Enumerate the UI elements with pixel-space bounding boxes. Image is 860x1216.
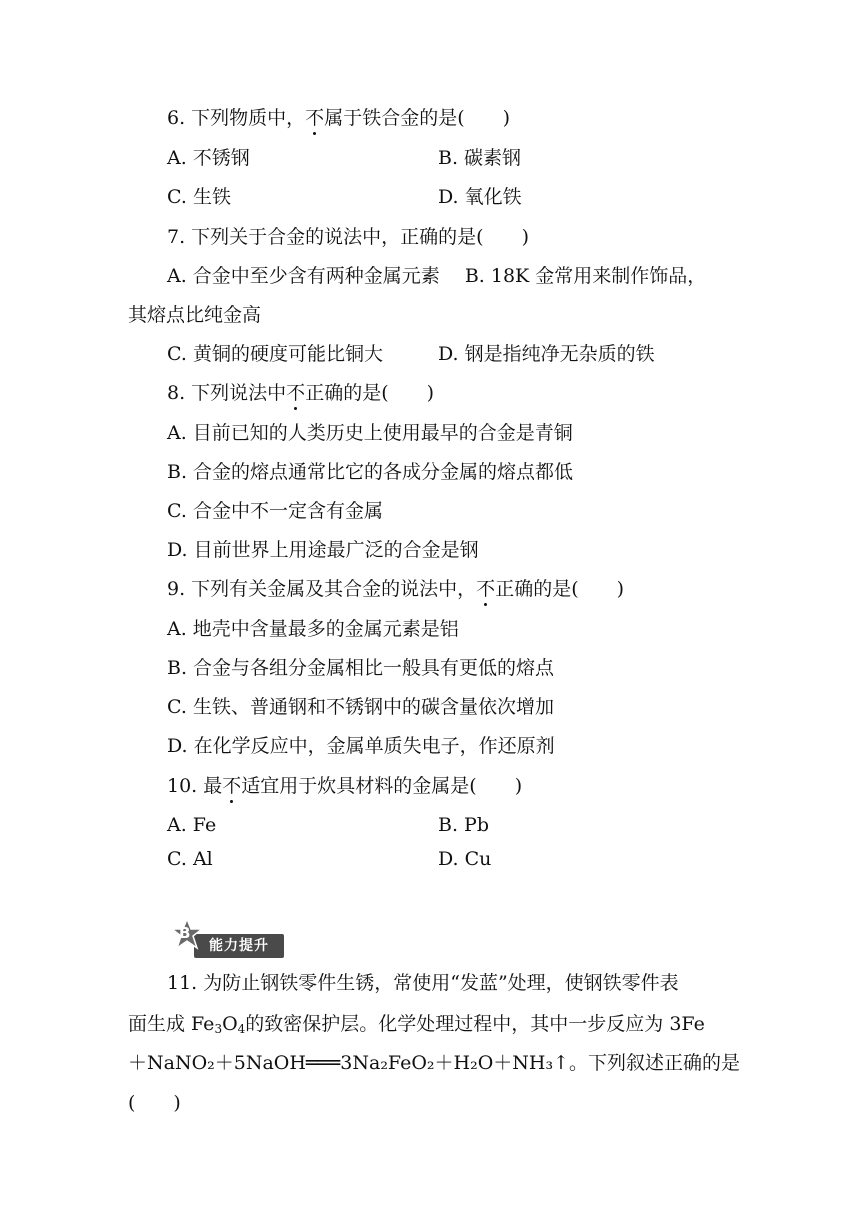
q10-option-b: B. Pb bbox=[438, 814, 489, 836]
q11-line-1: 11. 为防止钢铁零件生锈，常使用“发蓝”处理，使钢铁零件表 bbox=[167, 972, 679, 994]
emphasis-dot: 不 bbox=[286, 382, 306, 404]
q9-option-b: B. 合金与各组分金属相比一般具有更低的熔点 bbox=[167, 657, 555, 679]
q6-option-b: B. 碳素钢 bbox=[438, 147, 522, 169]
q7-option-b-cont: 其熔点比纯金高 bbox=[128, 304, 262, 326]
q7-options-ab: A. 合金中至少含有两种金属元素 B. 18K 金常用来制作饰品， bbox=[167, 265, 707, 287]
q11-line-2: 面生成 $Fe_3O_4$的致密保护层。化学处理过程中，其中一步反应为 3Fe bbox=[128, 1013, 705, 1036]
section-badge bbox=[170, 918, 290, 960]
q6-option-a: A. 不锈钢 bbox=[167, 147, 250, 169]
section-title: 能力提升 bbox=[194, 934, 284, 958]
section-letter: B bbox=[179, 924, 191, 942]
q8-stem: 8. 下列说法中不正确的是( ) bbox=[167, 382, 435, 404]
q7-stem: 7. 下列关于合金的说法中，正确的是( ) bbox=[167, 226, 529, 248]
q10-stem: 10. 最不适宜用于炊具材料的金属是( ) bbox=[167, 775, 523, 797]
q6-option-c: C. 生铁 bbox=[167, 186, 231, 208]
q7-option-c: C. 黄铜的硬度可能比铜大 bbox=[167, 343, 383, 365]
emphasis-dot: 不 bbox=[305, 107, 325, 129]
q11-line-3: ＋NaNO₂＋5NaOH═══3Na₂FeO₂＋H₂O＋NH₃↑。下列叙述正确的是 bbox=[128, 1052, 741, 1074]
q6-option-d: D. 氧化铁 bbox=[438, 186, 522, 208]
q11-line-4: ( ) bbox=[128, 1092, 181, 1114]
q9-option-a: A. 地壳中含量最多的金属元素是铝 bbox=[167, 618, 459, 640]
q9-option-c: C. 生铁、普通钢和不锈钢中的碳含量依次增加 bbox=[167, 696, 554, 718]
q9-stem: 9. 下列有关金属及其合金的说法中，不正确的是( ) bbox=[167, 578, 625, 600]
q10-option-c: C. Al bbox=[167, 848, 213, 870]
emphasis-dot: 不 bbox=[476, 578, 496, 600]
q8-option-b: B. 合金的熔点通常比它的各成分金属的熔点都低 bbox=[167, 461, 574, 483]
q8-option-a: A. 目前已知的人类历史上使用最早的合金是青铜 bbox=[167, 422, 573, 444]
q10-option-a: A. Fe bbox=[167, 814, 217, 836]
q7-option-d: D. 钢是指纯净无杂质的铁 bbox=[438, 343, 655, 365]
q9-option-d: D. 在化学反应中，金属单质失电子，作还原剂 bbox=[167, 735, 555, 757]
q8-option-d: D. 目前世界上用途最广泛的合金是钢 bbox=[167, 539, 479, 561]
q10-option-d: D. Cu bbox=[438, 848, 492, 870]
q6-stem: 6. 下列物质中，不属于铁合金的是( ) bbox=[167, 107, 511, 129]
emphasis-dot: 不 bbox=[222, 775, 242, 797]
q8-option-c: C. 合金中不一定含有金属 bbox=[167, 500, 383, 522]
